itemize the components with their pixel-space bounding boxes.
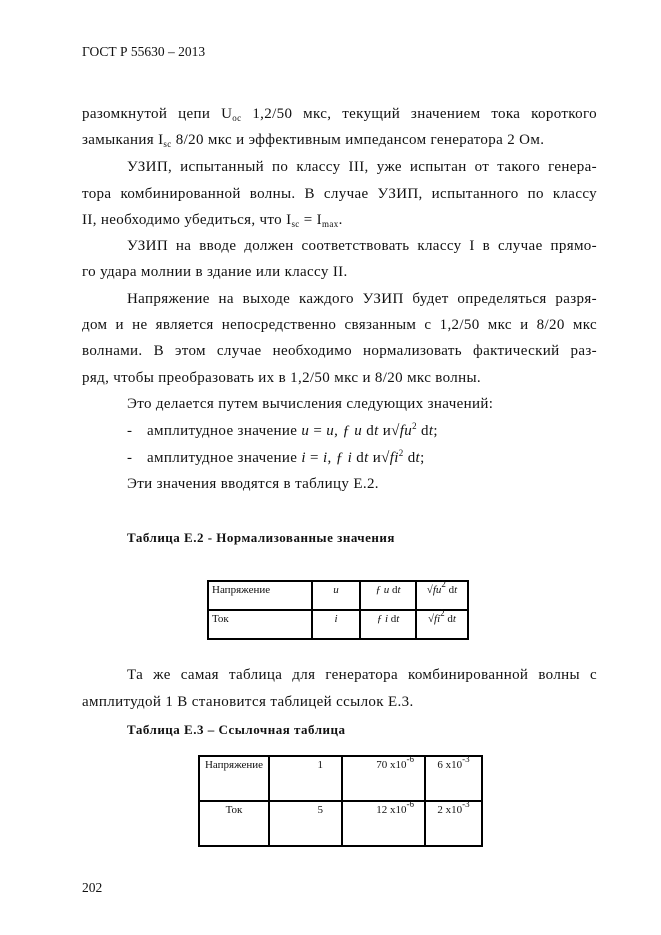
bullet-item: амплитудное значение i = i, ƒ i dt $и√fi^2$ dt; xyxy=(147,448,425,466)
table-cell-label: Напряжение xyxy=(199,756,269,801)
table-cell: 70 $x10^{-6}$ xyxy=(342,756,425,801)
paragraph-line: УЗИП, испытанный по классу III, уже испытан от такого генера- xyxy=(127,159,597,175)
table-cell: $√fu^2$ dt xyxy=(416,581,468,610)
paragraph-line: го удара молнии в здание или классу II. xyxy=(82,264,348,280)
table-cell: 2 $x10^{-3}$ xyxy=(425,801,482,846)
paragraph-line: Это делается путем вычисления следующих значений: xyxy=(127,396,494,412)
paragraph-line: Та же самая таблица для генератора комбинированной волны с xyxy=(127,667,597,683)
table-cell: ƒ u dt xyxy=(360,581,416,610)
paragraph-line: II, необходимо убедиться, что $I_{sc} = I_{max}$. xyxy=(82,212,343,229)
table-row xyxy=(208,610,468,639)
table-e3 xyxy=(198,755,483,847)
table-cell: $√fi^2$ dt xyxy=(416,610,468,639)
paragraph-line: УЗИП на вводе должен соответствовать классу I в случае прямо- xyxy=(127,238,597,254)
table-row xyxy=(208,581,468,610)
table-cell: 5 xyxy=(269,801,342,846)
table-cell-label: Ток xyxy=(208,610,312,639)
paragraph-line: тора комбинированной волны. В случае УЗИП, испытанного по классу xyxy=(82,186,597,202)
table-row xyxy=(199,801,482,846)
paragraph-line: амплитудой 1 В становится таблицей ссылок Е.3. xyxy=(82,694,414,710)
paragraph-line: Эти значения вводятся в таблицу Е.2. xyxy=(127,476,379,492)
table-cell: 12 $x10^{-6}$ xyxy=(342,801,425,846)
table-e2 xyxy=(207,580,469,640)
paragraph-line: волнами. В этом случае необходимо нормализовать фактический раз- xyxy=(82,343,597,359)
table-cell: ƒ i dt xyxy=(360,610,416,639)
paragraph-line: дом и не является непосредственно связанным с 1,2/50 мкс и 8/20 мкс xyxy=(82,317,597,333)
table-cell: 6 $x10^{-3}$ xyxy=(425,756,482,801)
table-cell: 1 xyxy=(269,756,342,801)
table-cell: u xyxy=(312,581,360,610)
table-cell: i xyxy=(312,610,360,639)
table-e2-caption: Таблица Е.2 - Нормализованные значения xyxy=(127,530,395,545)
bullet-item: амплитудное значение u = u, ƒ u dt $и√fu^2$ dt; xyxy=(147,421,438,439)
paragraph-line: разомкнутой цепи $U_{oc}$ 1,2/50 мкс, текущий значением тока короткого xyxy=(82,106,597,123)
page-number: 202 xyxy=(82,880,103,895)
table-cell-label: Напряжение xyxy=(208,581,312,610)
table-cell-label: Ток xyxy=(199,801,269,846)
paragraph-line: Напряжение на выходе каждого УЗИП будет определяться разря- xyxy=(127,291,597,307)
table-row xyxy=(199,756,482,801)
bullet-dash: - xyxy=(127,423,133,439)
table-e3-caption: Таблица Е.3 – Ссылочная таблица xyxy=(127,722,346,737)
paragraph-line: ряд, чтобы преобразовать их в 1,2/50 мкс и 8/20 мкс волны. xyxy=(82,370,482,386)
document-header: ГОСТ Р 55630 – 2013 xyxy=(82,44,206,59)
bullet-dash: - xyxy=(127,450,133,466)
paragraph-line: замыкания $I_{sc}$ 8/20 мкс и эффективным импедансом генератора 2 Ом. xyxy=(82,132,545,149)
